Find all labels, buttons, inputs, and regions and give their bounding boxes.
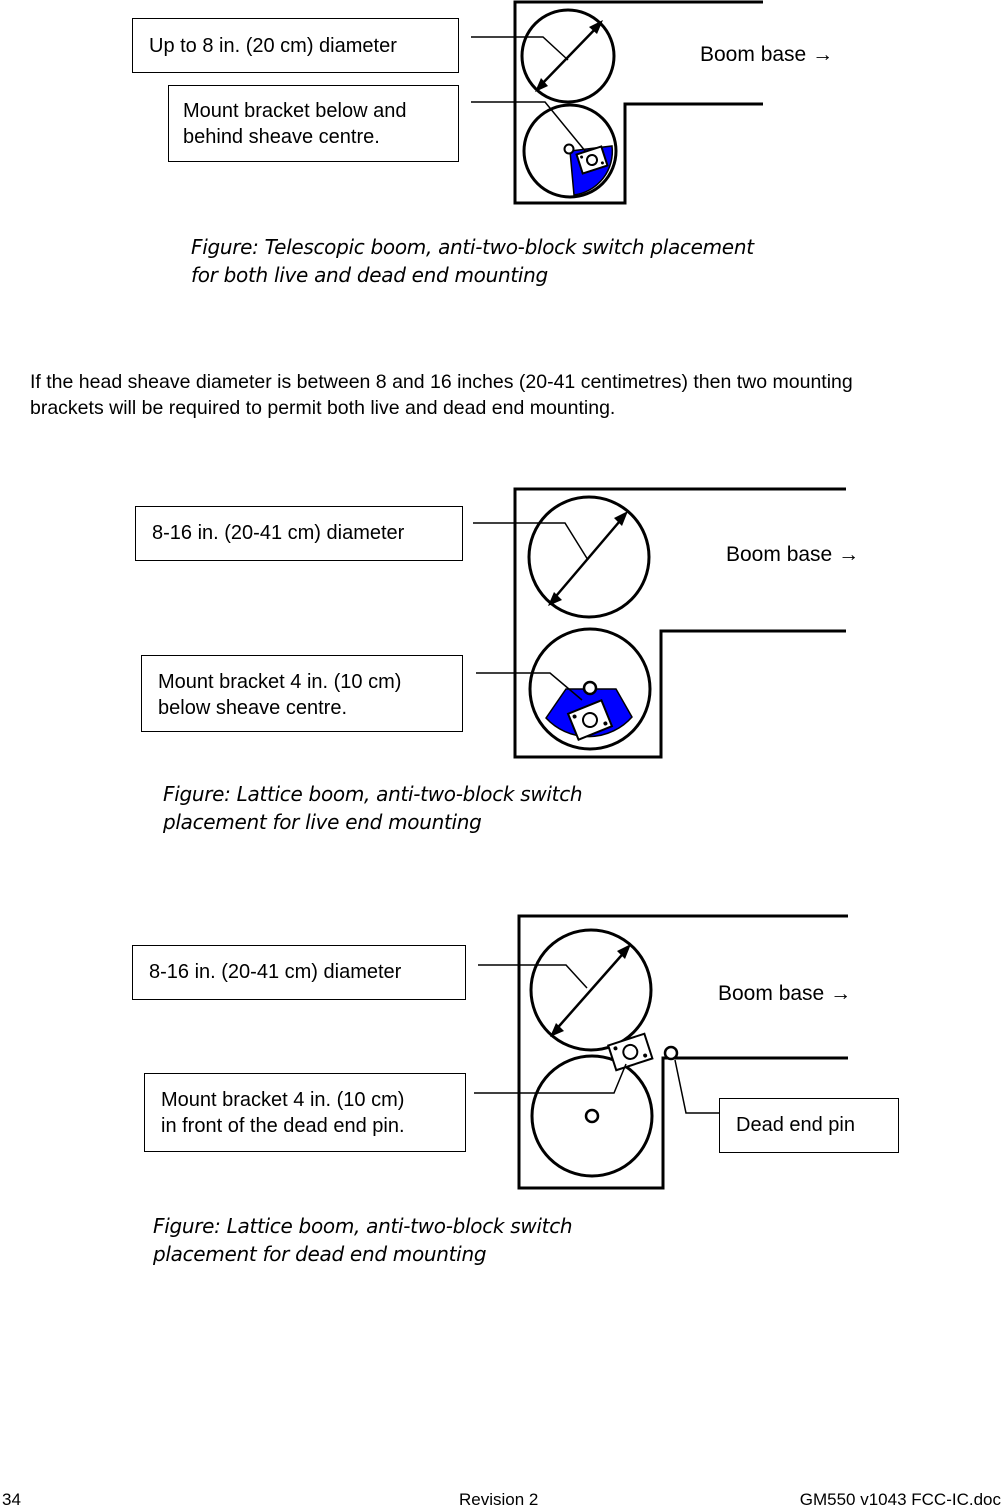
caption-line-2: placement for dead end mounting xyxy=(153,1242,487,1266)
mount-label-line-1: Mount bracket 4 in. (10 cm) xyxy=(161,1089,405,1111)
dead-end-label: Dead end pin xyxy=(736,1114,855,1136)
pin-circle xyxy=(565,145,574,154)
paragraph-line-2: brackets will be required to permit both live and dead end mounting. xyxy=(30,397,616,419)
mount-label-line-2: below sheave centre. xyxy=(158,697,348,719)
boom-base-label: Boom base → xyxy=(700,43,834,66)
mount-callout xyxy=(168,85,459,162)
pin-circle xyxy=(584,682,596,694)
mount-callout xyxy=(141,655,463,732)
diameter-callout xyxy=(135,506,463,561)
figure-caption xyxy=(163,780,582,836)
diameter-label: Up to 8 in. (20 cm) diameter xyxy=(149,35,397,57)
caption-line-2: placement for live end mounting xyxy=(163,810,482,834)
revision-label: Revision 2 xyxy=(459,1490,539,1509)
mount-callout xyxy=(144,1073,466,1152)
dead-end-pin-callout xyxy=(719,1098,899,1153)
caption-line-1: Figure: Lattice boom, anti-two-block switch xyxy=(153,1214,573,1238)
paragraph-line-1: If the head sheave diameter is between 8 and 16 inches (20-41 centimetres) then two mounting xyxy=(30,371,853,393)
mount-label-line-1: Mount bracket 4 in. (10 cm) xyxy=(158,671,402,693)
mount-label-line-2: behind sheave centre. xyxy=(183,126,380,148)
sheave-centre xyxy=(586,1110,598,1122)
boom-base-label: Boom base → xyxy=(718,982,852,1005)
caption-line-1: Figure: Lattice boom, anti-two-block switch xyxy=(163,782,583,806)
boom-base-label: Boom base → xyxy=(726,543,860,566)
caption-line-1: Figure: Telescopic boom, anti-two-block switch placement xyxy=(191,235,754,259)
document-name: GM550 v1043 FCC-IC.doc xyxy=(799,1490,1001,1509)
caption-line-2: for both live and dead end mounting xyxy=(191,263,548,287)
diameter-callout xyxy=(132,945,466,1000)
figure-caption xyxy=(191,233,754,289)
diameter-label: 8-16 in. (20-41 cm) diameter xyxy=(152,522,405,544)
dead-end-pin xyxy=(665,1047,677,1059)
diameter-callout xyxy=(132,18,459,73)
mount-label-line-2: in front of the dead end pin. xyxy=(161,1115,405,1137)
diameter-label: 8-16 in. (20-41 cm) diameter xyxy=(149,961,402,983)
mount-label-line-1: Mount bracket below and xyxy=(183,100,407,122)
figure-caption xyxy=(153,1212,572,1268)
body-paragraph xyxy=(30,369,1000,421)
page-number: 34 xyxy=(2,1490,21,1509)
